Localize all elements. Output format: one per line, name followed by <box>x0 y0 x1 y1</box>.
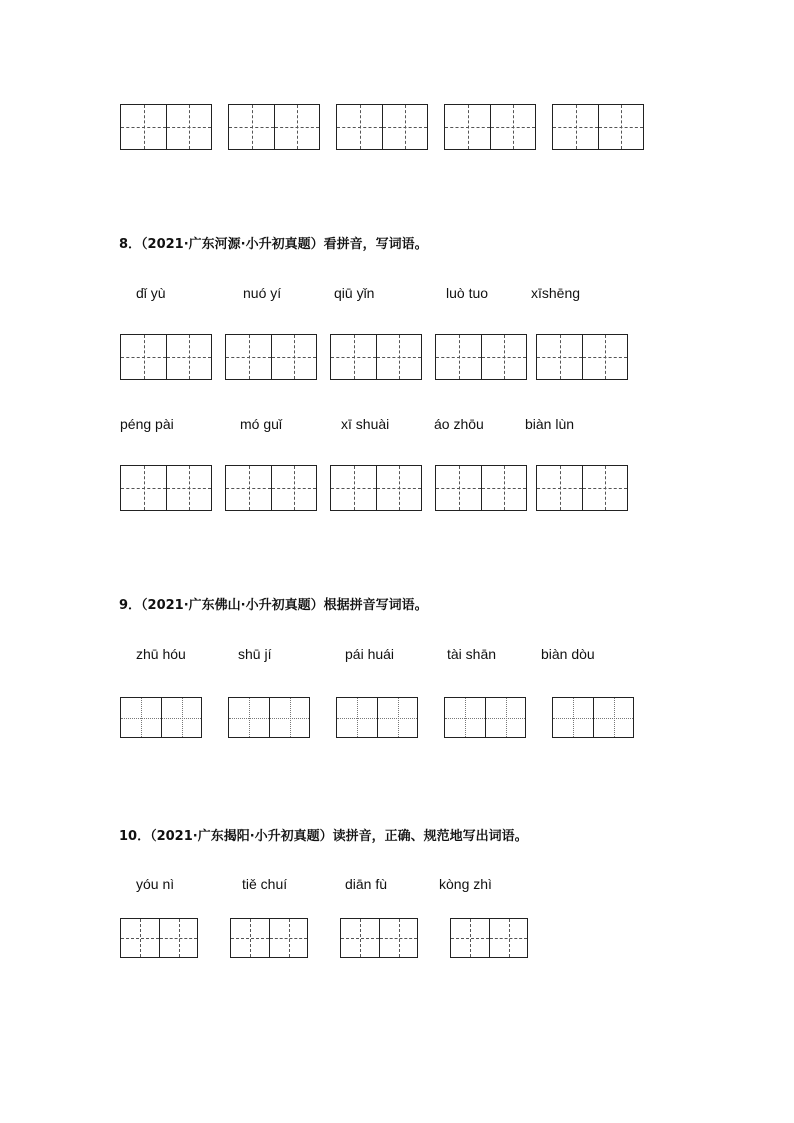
pinyin-label: qiū yǐn <box>334 285 375 301</box>
char-grid[interactable] <box>225 334 317 380</box>
char-grid[interactable] <box>536 334 628 380</box>
pinyin-label: yóu nì <box>136 876 175 892</box>
char-grid[interactable] <box>450 918 528 958</box>
char-grid[interactable] <box>340 918 418 958</box>
pinyin-label: pái huái <box>345 646 395 662</box>
char-grid[interactable] <box>120 104 212 150</box>
question-9-title: 9．（2021·广东佛山·小升初真题）根据拼音写词语。 <box>119 598 428 613</box>
pinyin-label: tài shān <box>447 646 497 662</box>
pinyin-label: áo zhōu <box>434 416 484 432</box>
char-grid[interactable] <box>444 697 526 738</box>
pinyin-label: dǐ yù <box>136 285 166 301</box>
question-8-title: 8．（2021·广东河源·小升初真题）看拼音，写词语。 <box>119 237 428 252</box>
char-grid[interactable] <box>120 465 212 511</box>
char-grid[interactable] <box>228 104 320 150</box>
pinyin-label: shū jí <box>238 646 272 662</box>
pinyin-label: biàn lùn <box>525 416 575 432</box>
char-grid[interactable] <box>435 465 527 511</box>
pinyin-label: tiě chuí <box>242 876 288 892</box>
char-grid[interactable] <box>336 697 418 738</box>
pinyin-label: mó ɡuǐ <box>240 416 283 432</box>
pinyin-label: biàn dòu <box>541 646 595 662</box>
char-grid[interactable] <box>444 104 536 150</box>
char-grid[interactable] <box>330 465 422 511</box>
char-grid[interactable] <box>225 465 317 511</box>
pinyin-label: zhū hóu <box>136 646 186 662</box>
char-grid[interactable] <box>120 697 202 738</box>
char-grid[interactable] <box>228 697 310 738</box>
pinyin-label: xīshēng <box>531 285 581 301</box>
char-grid[interactable] <box>336 104 428 150</box>
pinyin-label: kònɡ zhì <box>439 876 492 892</box>
char-grid[interactable] <box>552 104 644 150</box>
char-grid[interactable] <box>230 918 308 958</box>
char-grid[interactable] <box>330 334 422 380</box>
pinyin-label: luò tuo <box>446 285 489 301</box>
char-grid[interactable] <box>435 334 527 380</box>
pinyin-label: nuó yí <box>243 285 282 301</box>
char-grid[interactable] <box>120 918 198 958</box>
pinyin-label: diān fù <box>345 876 388 892</box>
question-10-title: 10．（2021·广东揭阳·小升初真题）读拼音，正确、规范地写出词语。 <box>119 829 528 844</box>
char-grid[interactable] <box>552 697 634 738</box>
char-grid[interactable] <box>120 334 212 380</box>
pinyin-label: xī shuài <box>341 416 390 432</box>
char-grid[interactable] <box>536 465 628 511</box>
pinyin-label: péng pài <box>120 416 174 432</box>
